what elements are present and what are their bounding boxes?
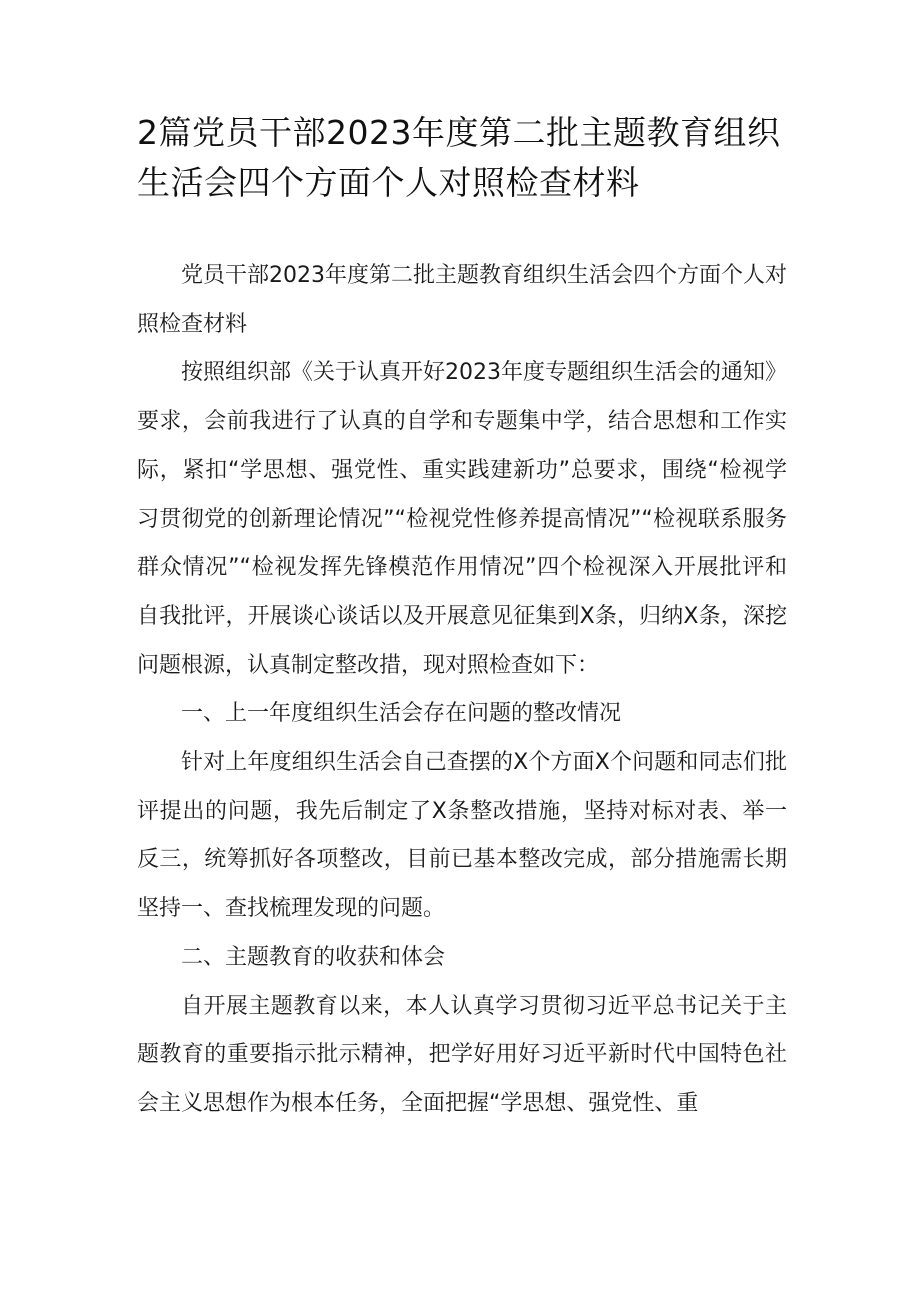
- document-body: [137, 252, 787, 1129]
- section-heading-1: 一、上一年度组织生活会存在问题的整改情况: [181, 701, 622, 727]
- paragraph-rectification: 针对上年度组织生活会自己查摆的X个方面X个问题和同志们批评提出的问题，我先后制定了X条整改措施，坚持对标对表、举一反三，统筹抓好各项整改，目前已基本整改完成，部分措施需长期坚持一、查找梳理发现的问题。: [137, 750, 787, 922]
- paragraph-gains: 自开展主题教育以来，本人认真学习贯彻习近平总书记关于主题教育的重要指示批示精神，把学好用好习近平新时代中国特色社会主义思想作为根本任务，全面把握“学思想、强党性、重: [137, 993, 787, 1116]
- paragraph-subtitle: 党员干部2023年度第二批主题教育组织生活会四个方面个人对照检查材料: [137, 263, 787, 337]
- section-heading-2: 二、主题教育的收获和体会: [181, 944, 446, 970]
- document-title: 2篇党员干部2023年度第二批主题教育组织生活会四个方面个人对照检查材料: [137, 113, 781, 202]
- paragraph-intro: 按照组织部《关于认真开好2023年度专题组织生活会的通知》要求，会前我进行了认真的自学和专题集中学，结合思想和工作实际，紧扣“学思想、强党性、重实践建新功”总要求，围绕“检视学习贯彻党的创新理论情况”“检视党性修养提高情况”“检视联系服务群众情况”“检视发挥先锋模范作用情况”四个检视深入开展批评和自我批评，开展谈心谈话以及开展意见征集到X条，归纳X条，深挖问题根源，认真制定整改措，现对照检查如下：: [137, 360, 787, 678]
